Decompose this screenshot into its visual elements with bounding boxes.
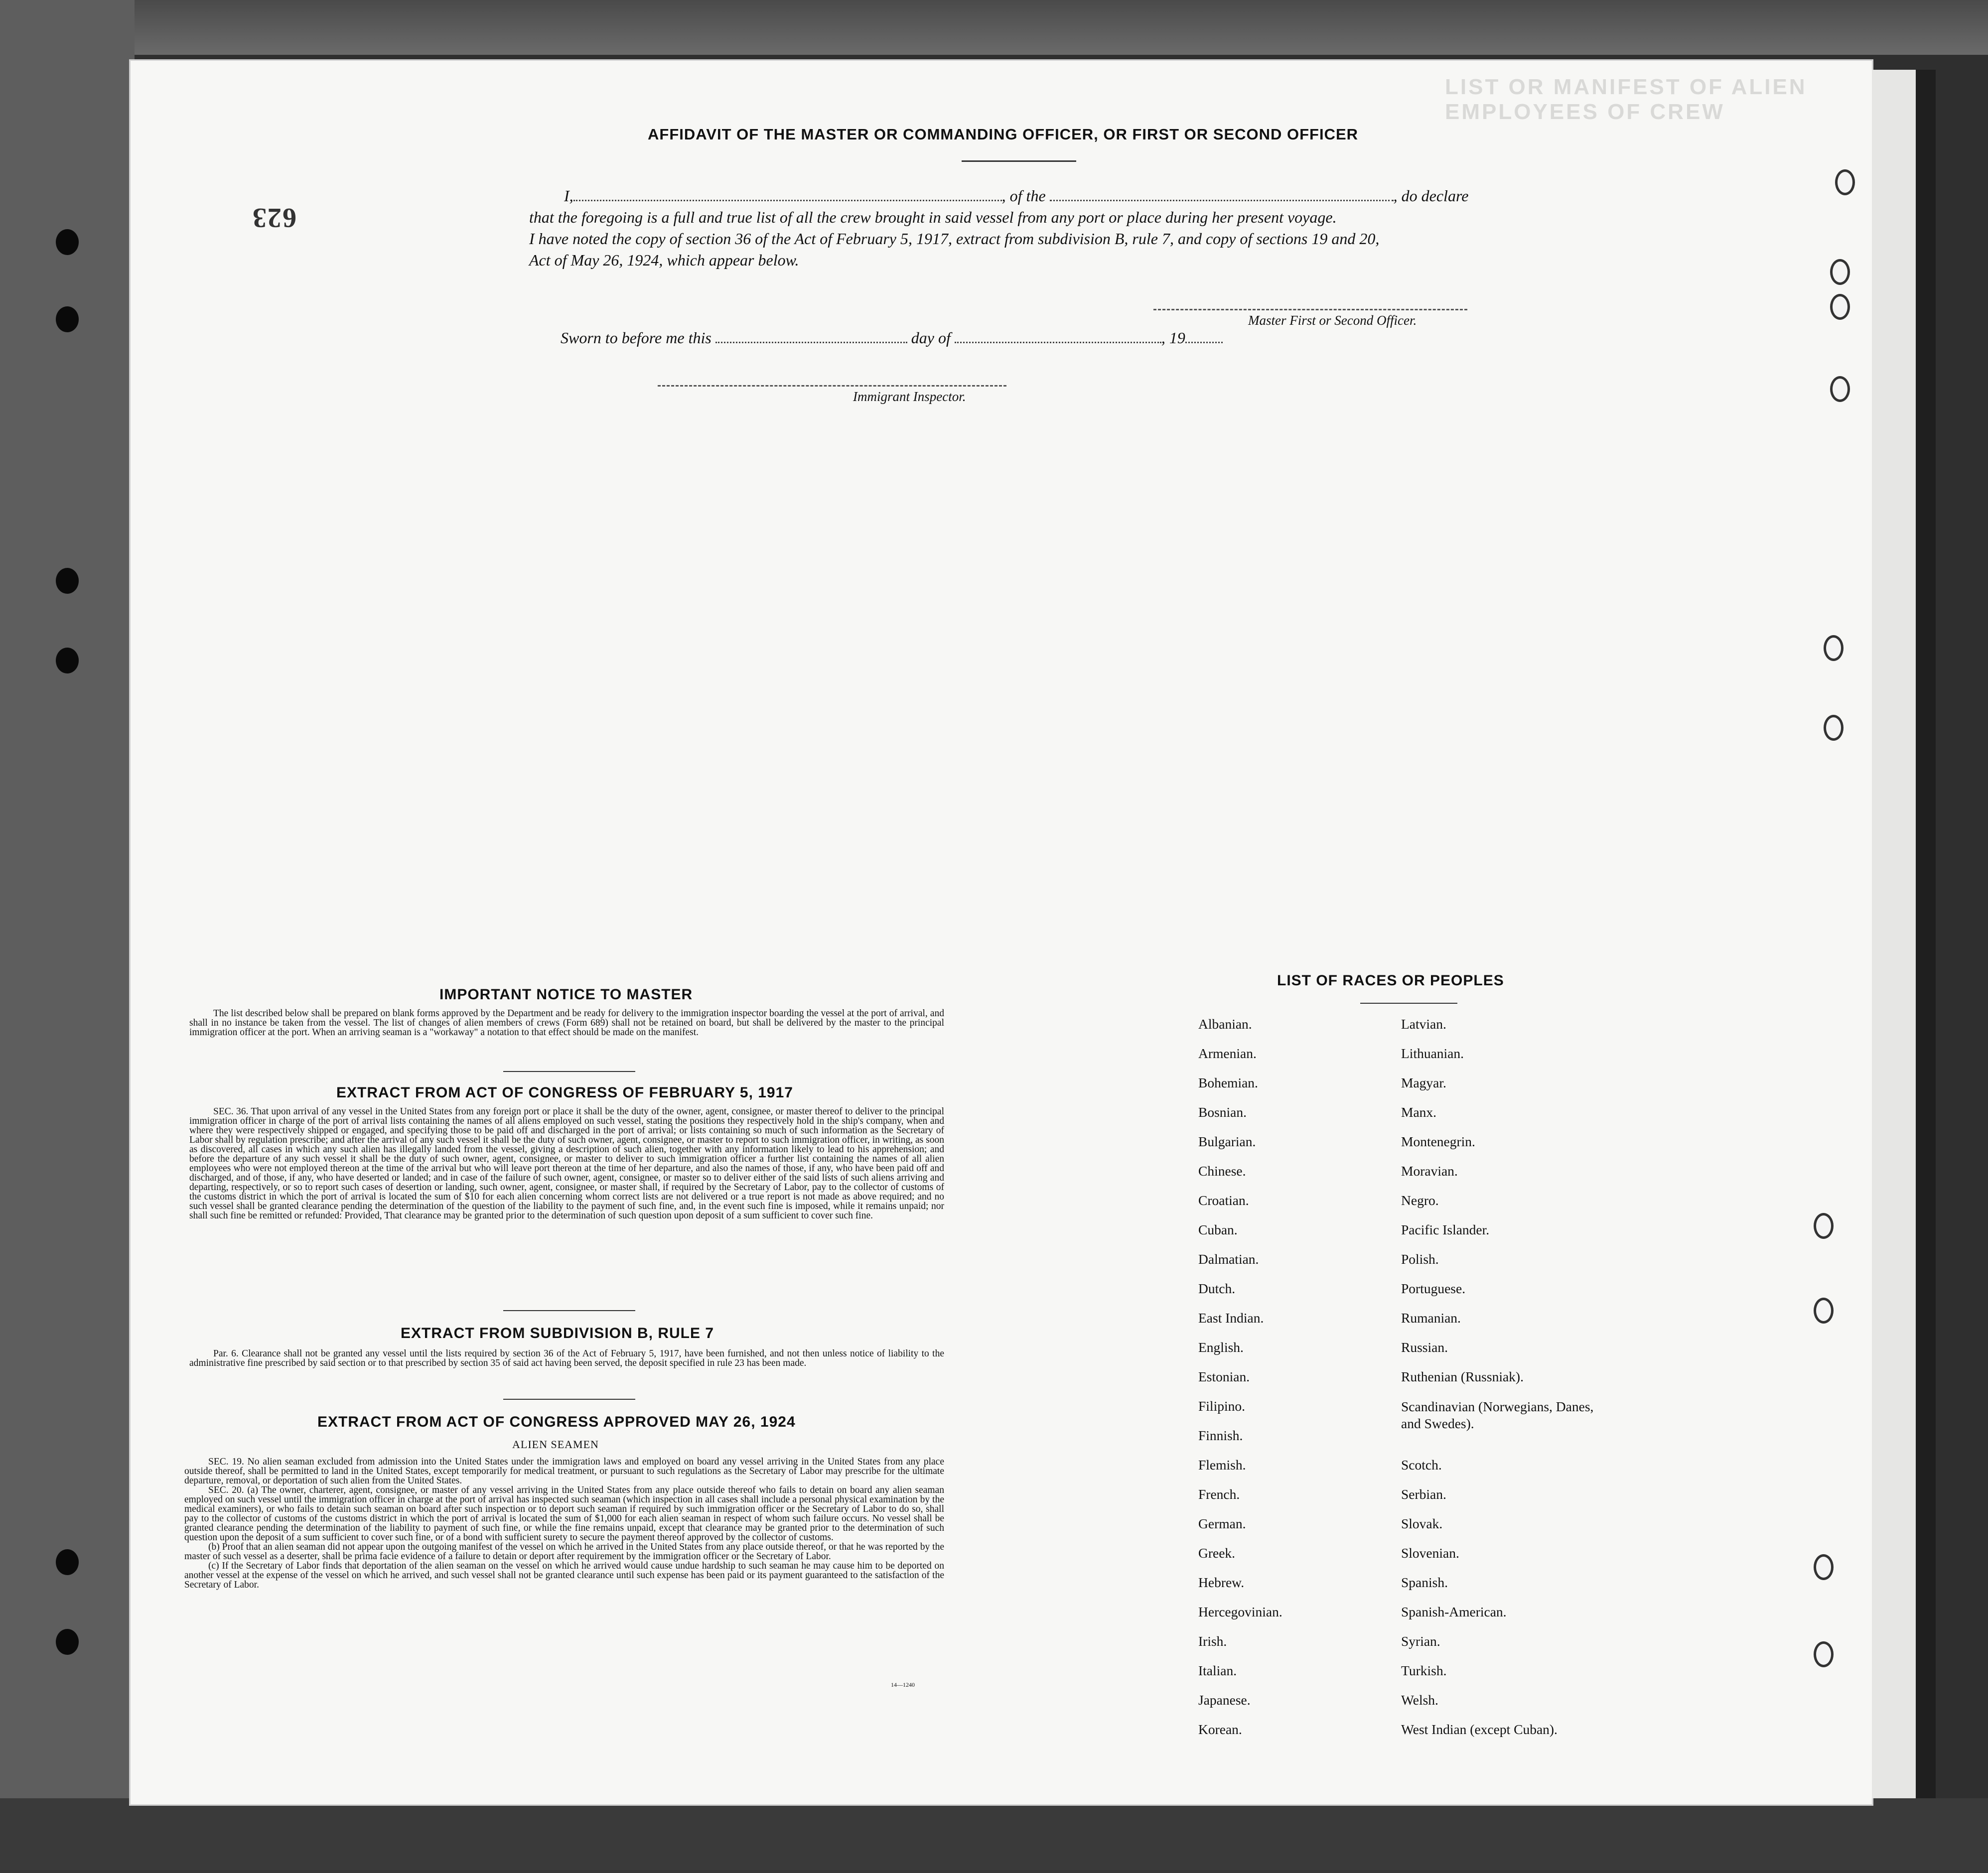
- race-item: Estonian.: [1198, 1369, 1250, 1384]
- race-item: Slovak.: [1401, 1516, 1443, 1531]
- punch-hole-icon: [56, 1629, 79, 1655]
- race-item: Manx.: [1401, 1104, 1437, 1120]
- binder-ring-icon: [1814, 1298, 1834, 1324]
- binder-ring-icon: [1830, 259, 1850, 285]
- extract-1917-text: [189, 1107, 944, 1220]
- punch-hole-icon: [56, 1549, 79, 1575]
- scan-border-top: [0, 0, 1988, 55]
- page-shadow-edge: [1916, 70, 1936, 1798]
- race-item: Korean.: [1198, 1722, 1242, 1737]
- race-item: Spanish.: [1401, 1575, 1448, 1590]
- sec-20c-paragraph: (c) If the Secretary of Labor finds that deportation of the alien seaman on the vessel on which he arrived would cause undue hardship to such seaman he may cause him to be deported on another vessel at the expense of the vessel on which he arrived, and such vessel shall not be granted clearance until such expense has been paid or its payment guaranteed to the satisfaction of the Secretary of Labor.: [184, 1561, 944, 1590]
- affidavit-title: AFFIDAVIT OF THE MASTER OR COMMANDING OFFICER, OR FIRST OR SECOND OFFICER: [648, 126, 1359, 143]
- race-item: Magyar.: [1401, 1075, 1446, 1090]
- race-item: German.: [1198, 1516, 1246, 1531]
- race-item: Dalmatian.: [1198, 1251, 1259, 1267]
- races-title-underline: [1360, 1003, 1457, 1004]
- race-item: Latvian.: [1401, 1016, 1446, 1032]
- race-item: Armenian.: [1198, 1046, 1257, 1061]
- form-number: 14—1240: [891, 1681, 915, 1688]
- stamp-number: 623: [252, 202, 296, 233]
- race-item: [1401, 1398, 1610, 1457]
- race-item: Hebrew.: [1198, 1575, 1245, 1590]
- race-item: Albanian.: [1198, 1016, 1252, 1032]
- race-item: Moravian.: [1401, 1163, 1458, 1179]
- extract-rule7-text: [189, 1349, 944, 1368]
- master-signature-line[interactable]: [1153, 309, 1467, 310]
- binder-ring-icon: [1830, 294, 1850, 320]
- master-signature-label: Master First or Second Officer.: [1248, 313, 1417, 328]
- race-item: English.: [1198, 1339, 1244, 1355]
- vessel-blank[interactable]: [1050, 187, 1394, 201]
- aff-i: I,: [564, 187, 573, 205]
- aff-line-3: I have noted the copy of section 36 of the Act of February 5, 1917, extract from subdivision B, rule 7, and copy of sections 19 and 20,: [529, 230, 1380, 248]
- bleed-through-text: LIST OR MANIFEST OF ALIEN EMPLOYEES OF CREW: [1445, 75, 1807, 124]
- notice-title: IMPORTANT NOTICE TO MASTER: [439, 986, 693, 1003]
- extract-1924-text: [184, 1457, 944, 1590]
- race-item: Japanese.: [1198, 1692, 1251, 1708]
- divider: [503, 1310, 635, 1311]
- extract-rule7-paragraph: Par. 6. Clearance shall not be granted any vessel until the lists required by section 36 of the Act of February 5, 1917, have been furnished, and not then unless notice of liability to the administrative fine prescribed by said section or to that prescribed by section 35 of said act having been served, the deposit specified in rule 23 has been made.: [189, 1348, 944, 1368]
- race-item: Turkish.: [1401, 1663, 1447, 1678]
- title-underline: [962, 160, 1076, 162]
- race-item: Cuban.: [1198, 1222, 1238, 1237]
- race-item: Irish.: [1198, 1633, 1227, 1649]
- binder-ring-icon: [1814, 1554, 1834, 1580]
- race-item: Bosnian.: [1198, 1104, 1247, 1120]
- punch-hole-icon: [56, 229, 79, 255]
- sec-20a-paragraph: SEC. 20. (a) The owner, charterer, agent, consignee, or master of any vessel arriving in the United States from any place outside thereof who fails to detain on board any alien seaman employed on such vessel until the immigration officer in charge at the port of arrival has inspected such seaman (which inspection in all cases shall include a personal physical examination by the medical examiners), or who fails to detain such seaman on board after such inspection or to deport such seaman if required by such immigration officer or the Secretary of Labor to do so, shall pay to the collector of customs of the customs district in which the port of arrival is located the sum of $1,000 for each alien seaman in respect of whom such failure occurs. No vessel shall be granted clearance pending the determination of the liability to payment of such fine, or while the fine remains unpaid, except that clearance may be granted prior to the determination of such question upon the deposit of a sum sufficient to cover such fine, or of a bond with sufficient surety to secure the payment thereof approved by the collector of customs.: [184, 1485, 944, 1543]
- binder-ring-icon: [1835, 169, 1855, 195]
- punch-hole-icon: [56, 568, 79, 594]
- race-item: Rumanian.: [1401, 1310, 1461, 1326]
- divider: [503, 1071, 635, 1072]
- race-item: Bulgarian.: [1198, 1134, 1256, 1149]
- race-item: Hercegovinian.: [1198, 1604, 1282, 1619]
- race-item: Flemish.: [1198, 1457, 1246, 1472]
- race-item-text: Scandinavian (Norwegians, Danes, and Swedes).: [1401, 1399, 1594, 1431]
- race-item: Finnish.: [1198, 1428, 1243, 1443]
- races-title: LIST OF RACES OR PEOPLES: [1277, 972, 1504, 989]
- aff-line-4: Act of May 26, 1924, which appear below.: [529, 251, 799, 269]
- race-item: Scotch.: [1401, 1457, 1442, 1472]
- race-item: Greek.: [1198, 1545, 1236, 1561]
- inspector-signature-label: Immigrant Inspector.: [853, 389, 966, 404]
- notice-paragraph: The list described below shall be prepared on blank forms approved by the Department and be ready for delivery to the immigration inspector boarding the vessel at the port of arrival, and shall in no instance be taken from the vessel. The list of changes of alien members of crews (Form 689) shall not be retained on board, but shall be delivered by the master to the principal immigration officer at the port. When an arriving seaman is a "workaway" a notation to that effect should be made on the manifest.: [189, 1008, 944, 1038]
- divider: [503, 1399, 635, 1400]
- aff-do-declare: , do declare: [1393, 187, 1469, 205]
- sworn-year-label: , 19: [1161, 329, 1185, 347]
- name-blank[interactable]: [573, 187, 1002, 201]
- race-item: Spanish-American.: [1401, 1604, 1507, 1619]
- aff-line-2: that the foregoing is a full and true list of all the crew brought in said vessel from any port or place during her present voyage.: [529, 208, 1337, 226]
- race-item: Welsh.: [1401, 1692, 1438, 1708]
- sec-20b-paragraph: (b) Proof that an alien seaman did not appear upon the outgoing manifest of the vessel on which he arrived in the United States from any place outside thereof, or that he was reported by the master of such vessel as a deserter, shall be prima facie evidence of a failure to detain or deport after requirement by the immigration officer or the Secretary of Labor.: [184, 1542, 944, 1562]
- race-item: West Indian (except Cuban).: [1401, 1722, 1558, 1737]
- punch-hole-icon: [56, 306, 79, 332]
- race-item: Portuguese.: [1401, 1281, 1466, 1296]
- attached-page-edge: [1872, 70, 1916, 1798]
- binder-ring-icon: [1814, 1641, 1834, 1667]
- extract-1917-paragraph: SEC. 36. That upon arrival of any vessel in the United States from any foreign port or place it shall be the duty of the owner, agent, consignee, or master thereof to deliver to the principal immigration officer in charge of the port of arrival lists containing the names of all aliens employed on such vessel, stating the positions they respectively hold in the ship's company, when and where they were respectively shipped or engaged, and specifying those to be paid off and discharged in the port of arrival; or lists containing so much of such information as the Secretary of Labor shall by regulation prescribe; and after the arrival of any such vessel it shall be the duty of such owner, agent, consignee, or master to report to such immigration officer, in writing, as soon as discovered, all cases in which any such alien has illegally landed from the vessel, giving a description of such alien, together with any information likely to lead to his apprehension; and before the departure of any such vessel it shall be the duty of such owner, agent, consignee, or master to deliver to such immigration officer a further list containing the names of all alien employees who were not employed thereon at the time of the arrival but who will leave port thereon at the time of her departure, and also the names of those, if any, who have been paid off and discharged, and of those, if any, who have deserted or landed; and in case of the failure of such owner, agent, consignee, or master so to deliver either of the said lists of such aliens arriving and departing, respectively, or so to report such cases of desertion or landing, such owner, agent, consignee, or master shall, if required by the Secretary of Labor, pay to the collector of customs of the customs district in which the port of arrival is located the sum of $10 for each alien concerning whom correct lists are not delivered or a true report is not made as above required; and no such vessel shall be granted clearance pending the determination of the question of the liability to the payment of such fine, and, in the event such fine is imposed, while it remains unpaid; nor shall such fine be remitted or refunded: Provided, That clearance may be granted prior to the determination of such question upon deposit of a sum sufficient to cover such fine.: [189, 1106, 944, 1221]
- aff-of-the: , of the: [1001, 187, 1046, 205]
- race-item: Negro.: [1401, 1193, 1439, 1208]
- races-left-column: [1198, 1016, 1282, 1751]
- notice-text: [189, 1009, 944, 1037]
- binder-ring-icon: [1814, 1213, 1834, 1239]
- race-item: Slovenian.: [1401, 1545, 1459, 1561]
- binder-ring-icon: [1824, 715, 1844, 741]
- binder-ring-icon: [1824, 635, 1844, 661]
- affidavit-text: [529, 185, 1496, 271]
- extract-1924-title: EXTRACT FROM ACT OF CONGRESS APPROVED MAY 26, 1924: [317, 1414, 796, 1430]
- races-right-column: [1401, 1016, 1610, 1751]
- sworn-day-blank[interactable]: [715, 329, 907, 343]
- extract-1917-title: EXTRACT FROM ACT OF CONGRESS OF FEBRUARY 5, 1917: [336, 1084, 793, 1101]
- sworn-day-label: day of: [911, 329, 951, 347]
- race-item: Pacific Islander.: [1401, 1222, 1490, 1237]
- alien-seamen-heading: ALIEN SEAMEN: [512, 1438, 599, 1451]
- race-item: Ruthenian (Russniak).: [1401, 1369, 1524, 1384]
- race-item: East Indian.: [1198, 1310, 1264, 1326]
- scan-border-left: [0, 0, 135, 1873]
- sworn-text: Sworn to before me this: [561, 329, 711, 347]
- race-item: French.: [1198, 1486, 1240, 1502]
- race-item: Lithuanian.: [1401, 1046, 1464, 1061]
- binder-ring-icon: [1830, 376, 1850, 402]
- sworn-line: [561, 329, 1223, 347]
- scan-border-bottom: [0, 1798, 1988, 1873]
- inspector-signature-line[interactable]: [658, 385, 1006, 387]
- race-item: Russian.: [1401, 1339, 1448, 1355]
- sworn-year-blank[interactable]: [1185, 329, 1223, 343]
- race-item: Croatian.: [1198, 1193, 1249, 1208]
- race-item: Dutch.: [1198, 1281, 1236, 1296]
- sec-19-paragraph: SEC. 19. No alien seaman excluded from admission into the United States under the immigration laws and employed on board any vessel arriving in the United States from any place outside thereof, shall be permitted to land in the United States, except temporarily for medical treatment, or pursuant to such regulations as the Secretary of Labor may prescribe for the ultimate departure, removal, or deportation of such alien from the United States.: [184, 1457, 944, 1486]
- race-item: Bohemian.: [1198, 1075, 1258, 1090]
- race-item: Chinese.: [1198, 1163, 1246, 1179]
- race-item: Syrian.: [1401, 1633, 1440, 1649]
- race-item: Montenegrin.: [1401, 1134, 1475, 1149]
- race-item: Serbian.: [1401, 1486, 1446, 1502]
- extract-rule7-title: EXTRACT FROM SUBDIVISION B, RULE 7: [401, 1325, 714, 1341]
- race-item: Italian.: [1198, 1663, 1237, 1678]
- race-item: Polish.: [1401, 1251, 1439, 1267]
- race-item: Filipino.: [1198, 1398, 1245, 1414]
- sworn-month-blank[interactable]: [955, 329, 1161, 343]
- punch-hole-icon: [56, 648, 79, 673]
